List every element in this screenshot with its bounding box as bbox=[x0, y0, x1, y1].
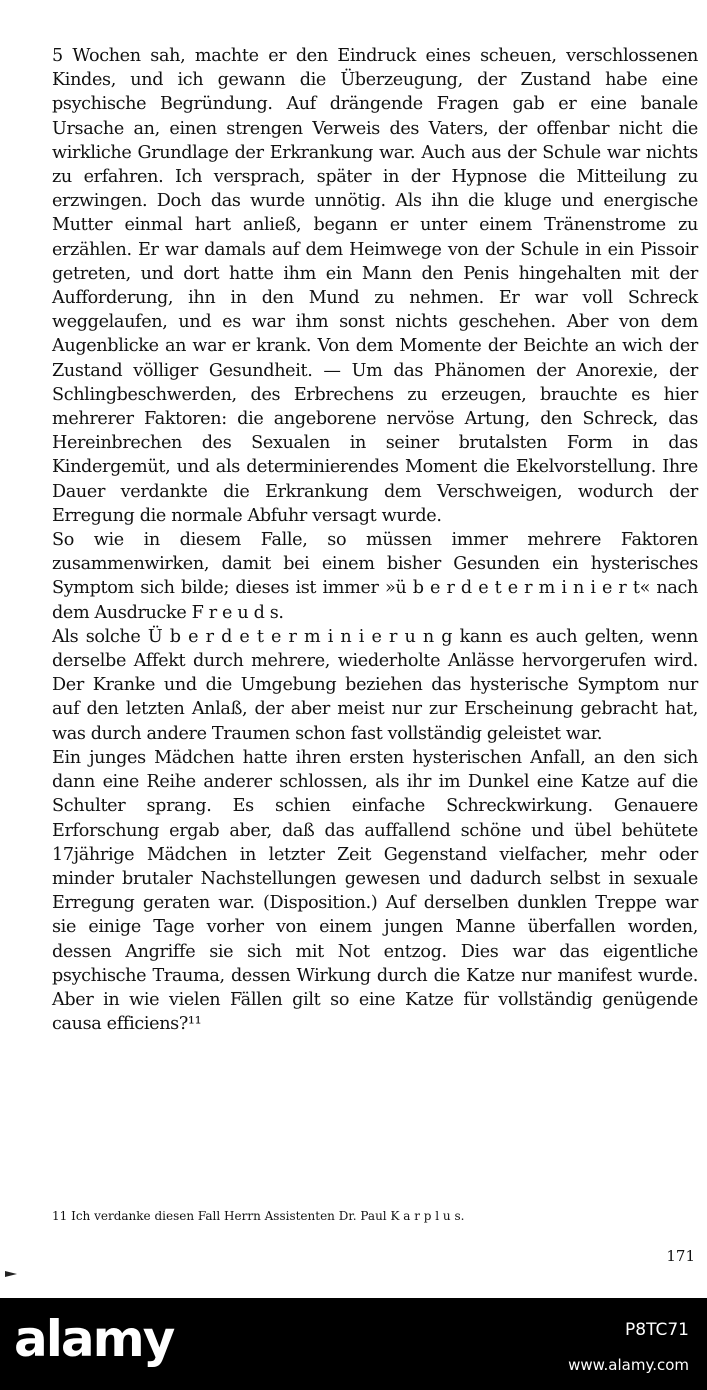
site-url: www.alamy.com bbox=[568, 1356, 689, 1374]
corner-mark-icon bbox=[4, 1270, 18, 1278]
footnote: 11 Ich verdanke diesen Fall Herrn Assistenten Dr. Paul K a r p l u s. bbox=[52, 1209, 465, 1223]
watermark-banner bbox=[0, 1298, 707, 1390]
alamy-logo: alamy bbox=[14, 1310, 174, 1368]
paragraph-4: Ein junges Mädchen hatte ihren ersten hysterischen Anfall, an den sich dann eine Reihe anderer schlossen, als ihr im Dunkel eine Katze auf die Schulter sprang. Es schien einfache Schreckwirkung. Genauere Erforschung ergab aber, daß das auffallend schöne und übel behütete 17jährige Mädchen in letzter Zeit Gegenstand vielfacher, mehr oder minder brutaler Nachstellungen gewesen und dadurch selbst in sexuale Erregung geraten war. (Disposition.) Auf derselben dunklen Treppe war sie einige Tage vorher von einem jungen Manne überfallen worden, dessen Angriffe sie sich mit Not entzog. Dies war das eigentliche psychische Trauma, dessen Wirkung durch die Katze nur manifest wurde. Aber in wie vielen Fällen gilt so eine Katze für vollständig genügende causa efficiens?¹¹ bbox=[52, 747, 698, 1035]
paragraph-1: 5 Wochen sah, machte er den Eindruck eines scheuen, verschlossenen Kindes, und ich gewann die Überzeugung, der Zustand habe eine psychische Begründung. Auf drängende Fragen gab er eine banale Ursache an, einen strengen Verweis des Vaters, der offenbar nicht die wirkliche Grundlage der Erkrankung war. Auch aus der Schule war nichts zu erfahren. Ich versprach, später in der Hypnose die Mitteilung zu erzwingen. Doch das wurde unnötig. Als ihn die kluge und energische Mutter einmal hart anließ, begann er unter einem Tränenstrome zu erzählen. Er war damals auf dem Heimwege von der Schule in ein Pissoir getreten, und dort hatte ihm ein Mann den Penis hingehalten mit der Aufforderung, ihn in den Mund zu nehmen. Er war voll Schreck weggelaufen, und es war ihm sonst nichts geschehen. Aber von dem Augenblicke an war er krank. Von dem Momente der Beichte an wich der Zustand völliger Gesundheit. — Um das Phänomen der Anorexie, der Schlingbeschwerden, des Erbrechens zu erzeugen, brauchte es hier mehrerer Faktoren: die angeborene nervöse Artung, den Schreck, das Hereinbrechen des Sexualen in seiner brutalsten Form in das Kindergemüt, und als determinierendes Moment die Ekelvorstellung. Ihre Dauer verdankte die Erkrankung dem Verschweigen, wodurch der Erregung die normale Abfuhr versagt wurde. bbox=[52, 46, 698, 526]
paragraph-3: Als solche Ü b e r d e t e r m i n i e r u n g kann es auch gelten, wenn derselbe Affekt durch mehrere, wiederholte Anlässe hervorgerufen wird. Der Kranke und die Umgebung beziehen das hysterische Symptom nur auf den letzten Anlaß, der aber meist nur zur Erscheinung gebracht hat, was durch andere Traumen schon fast vollständig geleistet war. bbox=[52, 626, 698, 744]
image-id: P8TC71 bbox=[625, 1320, 689, 1340]
page-number: 171 bbox=[666, 1247, 695, 1265]
paragraph-2: So wie in diesem Falle, so müssen immer mehrere Faktoren zusammenwirken, damit bei einem bisher Gesunden ein hysterisches Symptom sich bilde; dieses ist immer »ü b e r d e t e r m i n i e r t« nach dem Ausdrucke F r e u d s. bbox=[52, 530, 698, 623]
body-text bbox=[52, 44, 698, 1036]
